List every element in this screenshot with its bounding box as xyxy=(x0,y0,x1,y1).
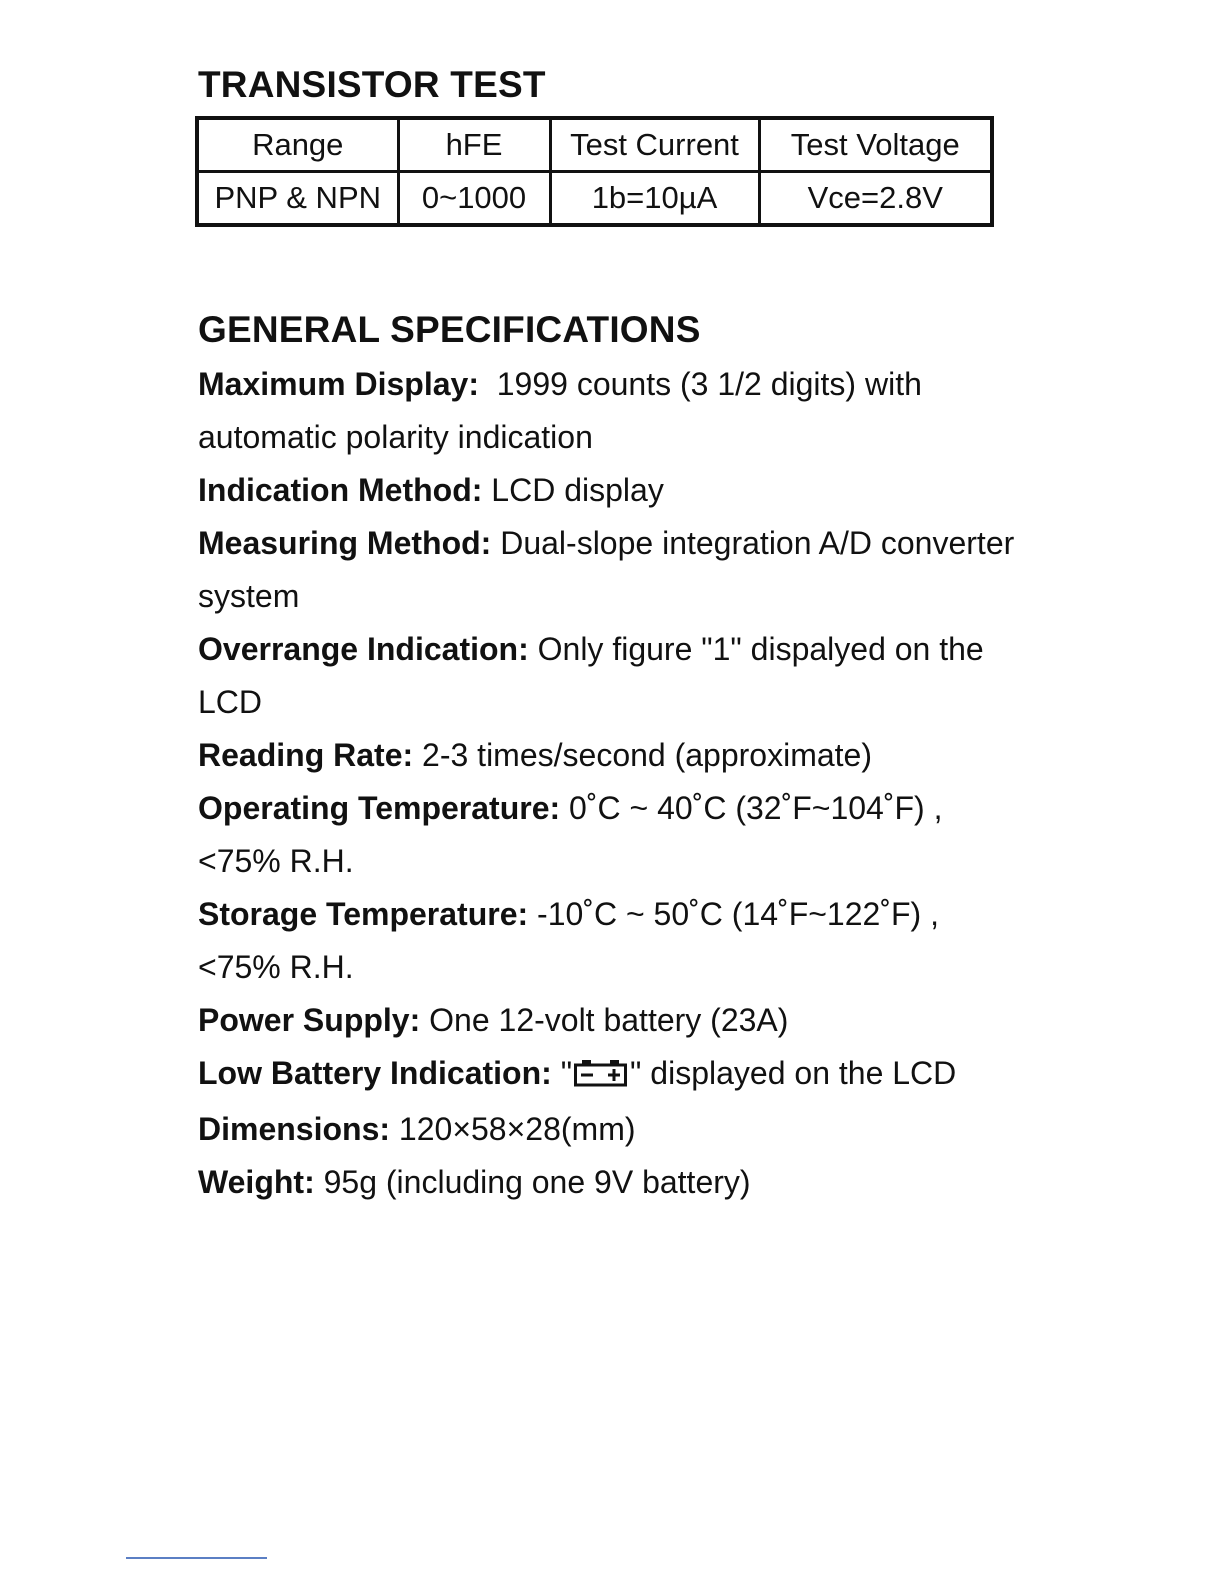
spec-value: 120×58×28(mm) xyxy=(398,1111,636,1147)
spec-label: Indication Method: xyxy=(198,472,483,508)
spec-value: 0˚C ~ 40˚C (32˚F~104˚F) , <75% R.H. xyxy=(198,790,943,879)
spec-label: Overrange Indication: xyxy=(198,631,529,667)
spec-value: 95g (including one 9V battery) xyxy=(323,1164,751,1200)
header-hfe: hFE xyxy=(398,118,550,172)
spec-reading-rate xyxy=(198,729,1018,782)
cell-test-voltage: Vce=2.8V xyxy=(759,172,992,226)
spec-value: One 12-volt battery (23A) xyxy=(429,1002,789,1038)
cell-hfe: 0~1000 xyxy=(398,172,550,226)
spec-value-after: " displayed on the LCD xyxy=(630,1055,957,1091)
spec-label: Power Supply: xyxy=(198,1002,421,1038)
spec-low-battery-indication xyxy=(198,1047,1018,1103)
spec-label: Dimensions: xyxy=(198,1111,391,1147)
spec-label: Low Battery Indication: xyxy=(198,1055,552,1091)
footer-divider xyxy=(126,1557,267,1559)
spec-value-before: " xyxy=(560,1055,573,1091)
spec-label: Weight: xyxy=(198,1164,315,1200)
spec-value: Dual-slope integration A/D converter system xyxy=(198,525,1015,614)
spec-dimensions xyxy=(198,1103,1018,1156)
general-specifications-heading: GENERAL SPECIFICATIONS xyxy=(198,309,701,350)
transistor-test-table xyxy=(195,116,994,227)
spec-value: 2-3 times/second (approximate) xyxy=(422,737,872,773)
spec-label: Storage Temperature: xyxy=(198,896,529,932)
spec-indication-method xyxy=(198,464,1018,517)
spec-measuring-method xyxy=(198,517,1018,623)
spec-storage-temperature xyxy=(198,888,1018,994)
table-header-row xyxy=(197,118,992,172)
specifications-list xyxy=(198,358,1018,1209)
spec-value: 1999 counts (3 1/2 digits) with automatic polarity indication xyxy=(198,366,922,455)
transistor-test-heading: TRANSISTOR TEST xyxy=(198,64,546,105)
header-test-current: Test Current xyxy=(550,118,759,172)
spec-power-supply xyxy=(198,994,1018,1047)
spec-overrange-indication xyxy=(198,623,1018,729)
spec-value: LCD display xyxy=(491,472,664,508)
spec-label: Operating Temperature: xyxy=(198,790,561,826)
header-test-voltage: Test Voltage xyxy=(759,118,992,172)
spec-maximum-display xyxy=(198,358,1018,464)
spec-weight xyxy=(198,1156,1018,1209)
cell-test-current: 1b=10µA xyxy=(550,172,759,226)
header-range: Range xyxy=(197,118,398,172)
spec-value: -10˚C ~ 50˚C (14˚F~122˚F) , <75% R.H. xyxy=(198,896,939,985)
spec-label: Reading Rate: xyxy=(198,737,414,773)
spec-value: Only figure "1" dispalyed on the LCD xyxy=(198,631,984,720)
table-row xyxy=(197,172,992,226)
spec-operating-temperature xyxy=(198,782,1018,888)
cell-range: PNP & NPN xyxy=(197,172,398,226)
battery-icon xyxy=(574,1050,628,1103)
spec-label: Measuring Method: xyxy=(198,525,492,561)
spec-label: Maximum Display: xyxy=(198,366,479,402)
